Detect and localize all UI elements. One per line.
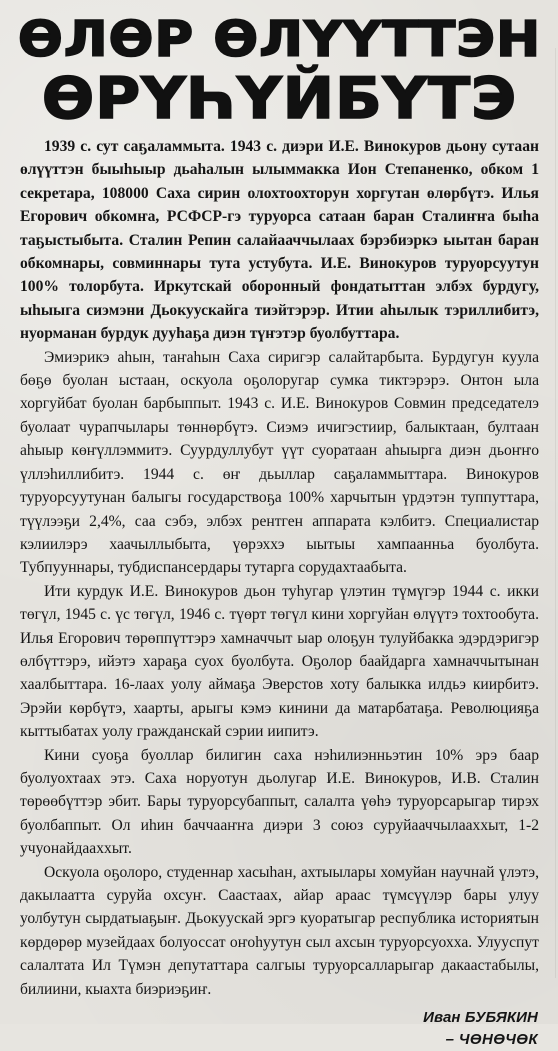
article-paragraph: Оскуола оҕолоро, студеннар хасыһан, ахтыылары хомуйан научнай үлэтэ, дакылаатта суруйа охсуҥ. Саастаах, айар араас түмсүүлэр бары улуу уолбутун сырдатыаҕыҥ. Дьокуускай эргэ куоратыгар республика историятын көрдөрөр музейдаах болуоссат оҥоһуутун сыл ахсын туруорсуохха. Улууспут салалтата Ил Түмэн депутаттара салгыы туруорсалларыгар дакаастабылы, билиини, кыахта биэриэҕиҥ. (20, 863, 539, 998)
article-body (20, 135, 539, 1001)
scan-shadow (555, 48, 556, 978)
article-paragraph: Эмиэрикэ аһын, таҥаһын Саха сиригэр салайтарбыта. Бурдугун куула бөҕө буолан ыстаан, оскуола оҕолоругар сумка тиктэрэрэ. Онтон ыла хоргуйбат буолан барбыппыт. 1943 с. И.Е. Винокуров Совмин председателэ буолаат чурапчылары төннөрбүтэ. Сиэмэ ичигэстиир, балыктаан, бултаан аһыыр көҥүллэммитэ. Суурдуллубут үүт суоратаан аһыырга диэн дьоҥҥо үллэһиллибитэ. 1944 с. өҥ дьыллар саҕаламмыттара. Винокуров туруорсуутунан балыгы государствоҕа 100% харчытын үрдэтэн туппуттара, түүлээҕи 2,4%, саа сэбэ, элбэх рентген аппарата кэлбитэ. Специалистар кэлиилэрэ хаачыллыбыта, үөрэххэ ыытыы хампаанньа буолбута. Тубпууннары, тубдиспансердары тутарга сорудахтаабыта. (20, 348, 539, 577)
lead-paragraph: 1939 с. сут саҕаламмыта. 1943 с. диэри И.Е. Винокуров дьону сутаан өлүүттэн быыһыыр дьаһалын ылыммакка Ион Степаненко, обком 1 секретара, 108000 Саха сирин олохтоохторун хоргутан өлөрбүтэ. Илья Егорович обкомҥа, РСФСР-гэ туруорса сатаан баран Сталиҥҥа быһа таҕыстыбыта. Сталин Репин салайааччылаах бэрэбиэркэ ыытан баран обкомнары, совминнары тута устубута. И.Е. Винокуров туруорсуутун 100% толорбута. Иркутскай оборонный фондатыттан элбэх бурдугу, ыһыыга сиэмэни Дьокуускайга тиэйтэрэр. Итии аһылык тэриллибитэ, нуорманан бурдук дууһаҕа диэн түҥэтэр буолбуттара. (20, 138, 539, 343)
headline-line-2: ӨРҮҺҮЙБҮТЭ (41, 66, 518, 132)
author-location: – ЧӨНӨЧӨК (445, 1031, 538, 1049)
byline (20, 1007, 539, 1051)
author-name: Иван БУБЯКИН (423, 1009, 538, 1027)
article-paragraph: Кини суоҕа буоллар билигин саха нэһилиэнньэтин 10% эрэ баар буолуохтаах этэ. Саха норуотун дьолугар И.Е. Винокуров, И.В. Сталин төрөөбүттэр эбит. Бары туруорсубаппыт, салалта үөһэ туруорсарыгар тирэх буолбаппыт. Ол иһин баччааҥҥа диэри 3 союз суруйааччылааххыт, 1-2 учуонайдааххыт. (20, 746, 539, 858)
headline-line-1: ӨЛӨР ӨЛҮҮТТЭН (17, 11, 542, 68)
headline (17, 11, 542, 135)
article-paragraph: Ити курдук И.Е. Винокуров дьон туһугар үлэтин түмүгэр 1944 с. икки төгүл, 1945 с. үс төгүл, 1946 с. түөрт төгүл кини хоргуйан өлүүтэ тохтообута. Илья Егорович төрөппүттэрэ хамначчыт ыар олоҕун тулуйбакка эдэрдэригэр өлбүттэрэ, ийэтэ хараҕа суох буолбута. Оҕолор баайдарга хамначчытынан хаалбыттара. 16-лаах уолу аймаҕа Эверстов хоту балыкка илдьэ киирбитэ. Эрэйи көрбүтэ, хаарты, арыгы кэмэ кинини да матарбатаҕа. Революцияҕа кыттыбатах уолу гражданскай сэрии иипитэ. (20, 582, 539, 741)
